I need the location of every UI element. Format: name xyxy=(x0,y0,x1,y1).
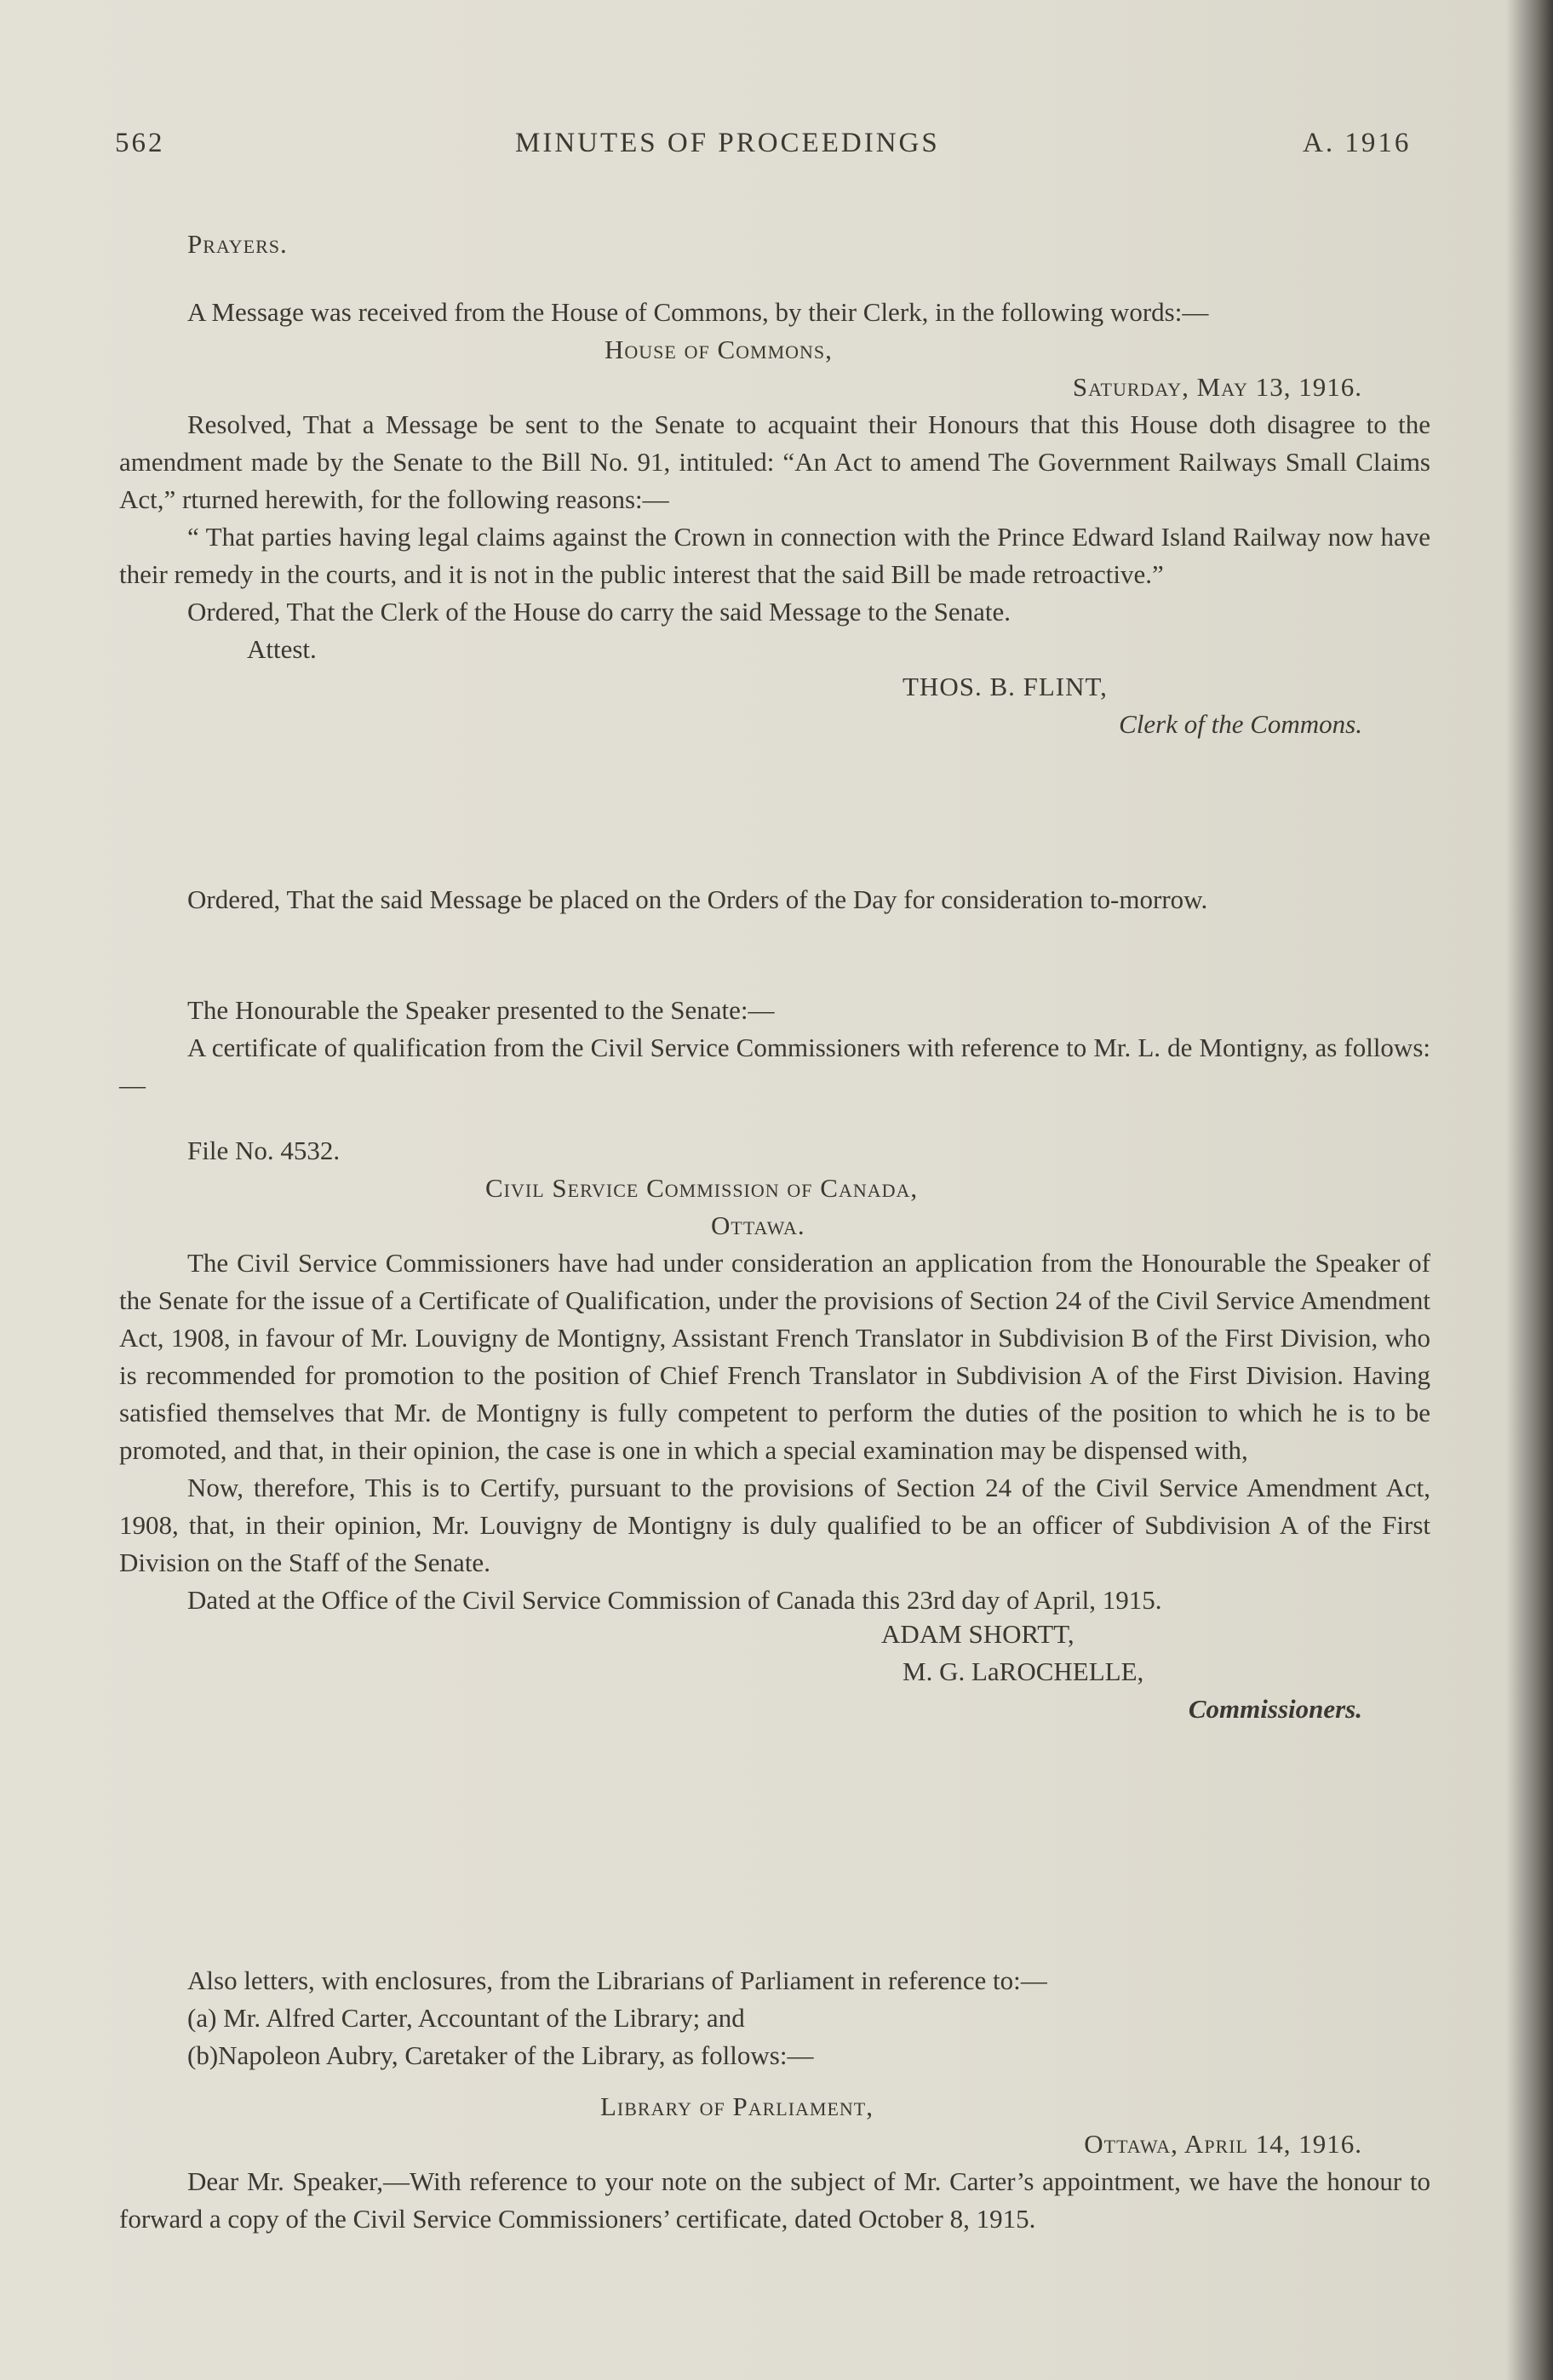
commissioner-2: M. G. LaROCHELLE, xyxy=(903,1656,1144,1686)
commissioners-title: Commissioners. xyxy=(1188,1694,1362,1724)
page-number: 562 xyxy=(115,128,165,158)
commissioner-1: ADAM SHORTT, xyxy=(881,1619,1074,1649)
ordered-orders-paragraph: Ordered, That the said Message be placed on the Orders of the Day for consideration to-morrow. xyxy=(187,884,1208,914)
dear-speaker-paragraph: Dear Mr. Speaker,—With reference to your note on the subject of Mr. Carter’s appointment, we have the honour to forward a copy of the Civil Service Commissioners’ certificate, dated October 8, 1915. xyxy=(119,2166,1430,2234)
file-number: File No. 4532. xyxy=(187,1136,341,1165)
library-date: Ottawa, April 14, 1916. xyxy=(1084,2129,1362,2159)
prayers-heading: Prayers. xyxy=(187,229,288,259)
commons-heading: House of Commons, xyxy=(605,335,833,364)
library-heading: Library of Parliament, xyxy=(600,2091,874,2121)
clerk-signature: THOS. B. FLINT, xyxy=(903,672,1108,701)
resolved-paragraph: Resolved, That a Message be sent to the Senate to acquaint their Honours that this House doth disagree to the amendment made by the Senate to the Bill No. 91, intituled: “An Act to amend The Government Railways Small Claims Act,” rturned herewith, for the following reasons:— xyxy=(119,409,1430,514)
item-b: (b)Napoleon Aubry, Caretaker of the Library, as follows:— xyxy=(187,2040,814,2070)
running-title: MINUTES OF PROCEEDINGS xyxy=(515,128,940,158)
commission-heading: Civil Service Commission of Canada, xyxy=(485,1173,919,1203)
certify-paragraph: Now, therefore, This is to Certify, pursuant to the provisions of Section 24 of the Civil Service Amendment Act, 1908, that, in their opinion, Mr. Louvigny de Montigny is duly qualified to be an officer of Subdivision A of the First Division on the Staff of the Senate. xyxy=(119,1473,1430,1577)
also-letters: Also letters, with enclosures, from the Librarians of Parliament in reference to:— xyxy=(187,1965,1047,1995)
certificate-intro: A certificate of qualification from the Civil Service Commissioners with reference to Mr. L. de Montigny, as follows:— xyxy=(119,1033,1430,1100)
ottawa-heading: Ottawa. xyxy=(711,1210,805,1240)
reason-paragraph: “ That parties having legal claims against the Crown in connection with the Prince Edward Island Railway now have their remedy in the courts, and it is not in the public interest that the said Bill be made retroactive.” xyxy=(119,522,1430,589)
message-intro: A Message was received from the House of Commons, by their Clerk, in the following words:— xyxy=(187,297,1209,327)
ordered-clerk-paragraph: Ordered, That the Clerk of the House do carry the said Message to the Senate. xyxy=(187,597,1011,626)
attest-label: Attest. xyxy=(247,634,317,664)
clerk-title: Clerk of the Commons. xyxy=(1119,709,1362,739)
item-a: (a) Mr. Alfred Carter, Accountant of the Library; and xyxy=(187,2003,745,2033)
commons-date: Saturday, May 13, 1916. xyxy=(1072,372,1362,402)
running-year: A. 1916 xyxy=(1303,128,1412,158)
dated-paragraph: Dated at the Office of the Civil Service Commission of Canada this 23rd day of April, 1915. xyxy=(187,1585,1162,1615)
speaker-presented: The Honourable the Speaker presented to the Senate:— xyxy=(187,995,775,1025)
commission-paragraph: The Civil Service Commissioners have had under consideration an application from the Honourable the Speaker of the Senate for the issue of a Certificate of Qualification, under the provisions of Section 24 of the Civil Service Amendment Act, 1908, in favour of Mr. Louvigny de Montigny, Assistant French Translator in Subdivision B of the First Division, who is recommended for promotion to the position of Chief French Translator in Subdivision A of the First Division. Having satisfied themselves that Mr. de Montigny is fully competent to perform the duties of the position to which he is to be promoted, and that, in their opinion, the case is one in which a special examination may be dispensed with, xyxy=(119,1248,1430,1465)
